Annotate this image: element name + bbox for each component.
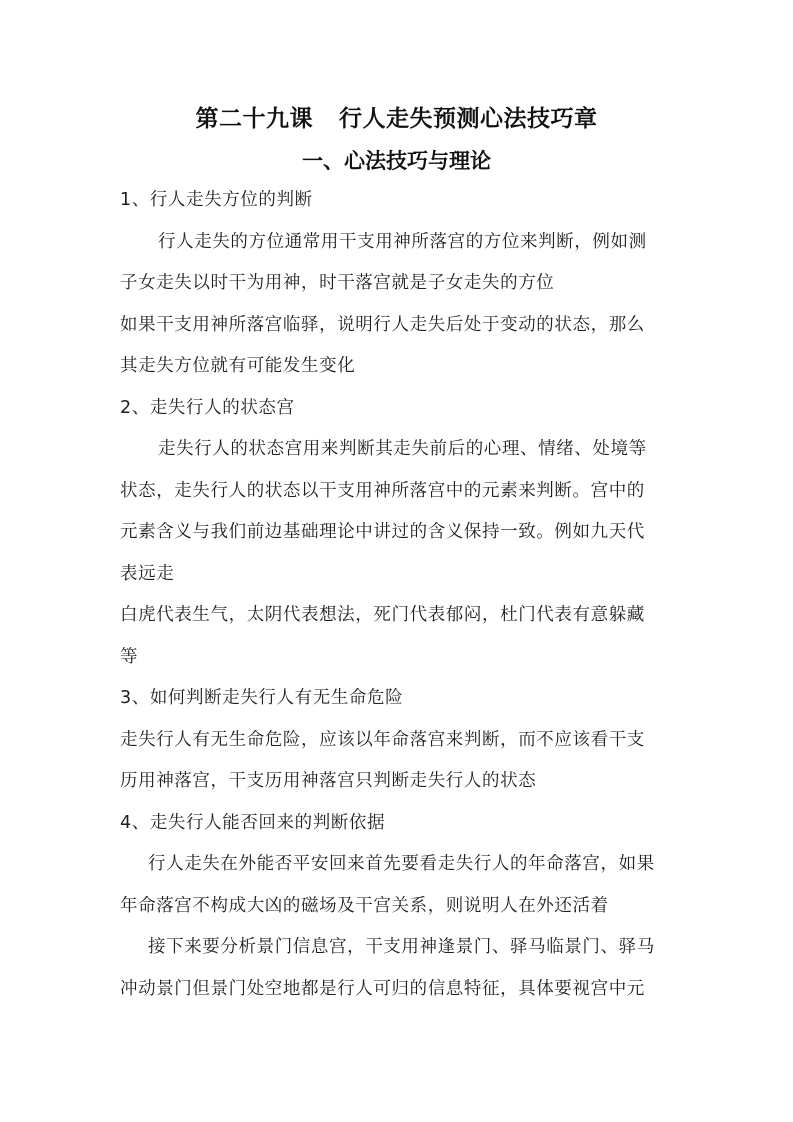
lesson-name: 行人走失预测心法技巧章: [339, 106, 598, 132]
paragraph-line: 行人走失的方位通常用干支用神所落宫的方位来判断，例如测: [158, 232, 647, 252]
paragraph-line: 行人走失在外能否平安回来首先要看走失行人的年命落宫，如果: [148, 854, 655, 874]
paragraph-line: 状态，走失行人的状态以干支用神所落宫中的元素来判断。宫中的: [120, 481, 645, 501]
section-heading-4: 4、走失行人能否回来的判断依据: [120, 813, 386, 833]
section-heading-1: 1、行人走失方位的判断: [120, 190, 313, 210]
page-title: [0, 100, 793, 133]
paragraph-line: 元素含义与我们前边基础理论中讲过的含义保持一致。例如九天代: [120, 522, 645, 542]
paragraph-line: 走失行人的状态宫用来判断其走失前后的心理、情绪、处境等: [158, 439, 647, 459]
paragraph-line: 其走失方位就有可能发生变化: [120, 356, 356, 376]
section-heading-3: 3、如何判断走失行人有无生命危险: [120, 688, 404, 708]
paragraph-line: 历用神落宫，干支历用神落宫只判断走失行人的状态: [120, 771, 537, 791]
paragraph-line: 等: [120, 647, 139, 667]
paragraph-line: 接下来要分析景门信息宫，干支用神逢景门、驿马临景门、驿马: [148, 937, 655, 957]
lesson-number: 第二十九课: [195, 106, 313, 132]
paragraph-line: 白虎代表生气，太阴代表想法，死门代表郁闷，杜门代表有意躲藏: [120, 605, 645, 625]
paragraph-line: 如果干支用神所落宫临驿，说明行人走失后处于变动的状态，那么: [120, 315, 645, 335]
paragraph-line: 年命落宫不构成大凶的磁场及干宫关系，则说明人在外还活着: [120, 896, 609, 916]
paragraph-line: 走失行人有无生命危险，应该以年命落宫来判断，而不应该看干支: [120, 730, 645, 750]
paragraph-line: 子女走失以时干为用神，时干落宫就是子女走失的方位: [120, 273, 555, 293]
section-subtitle: 一、心法技巧与理论: [302, 149, 491, 173]
paragraph-line: 冲动景门但景门处空地都是行人可归的信息特征，具体要视宫中元: [120, 979, 645, 999]
section-heading-2: 2、走失行人的状态宫: [120, 398, 295, 418]
paragraph-line: 表远走: [120, 564, 175, 584]
